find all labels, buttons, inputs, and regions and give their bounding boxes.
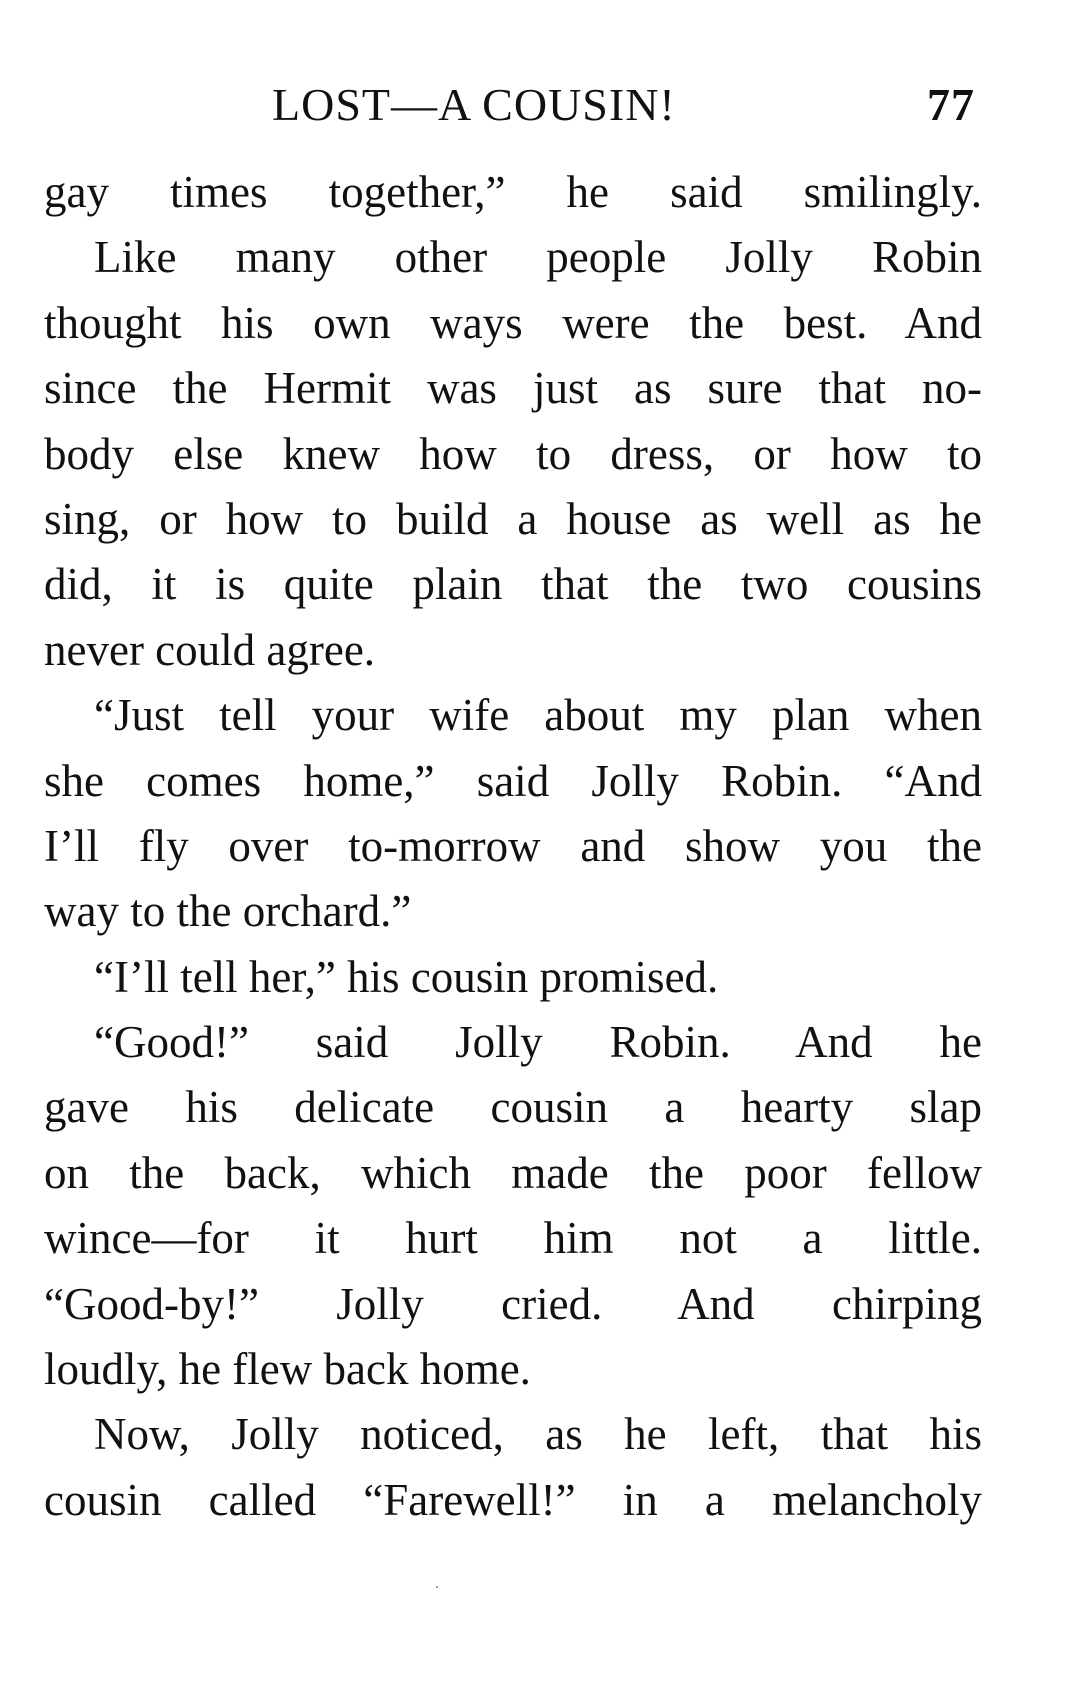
text-line: body else knew how to dress, or how to (44, 428, 982, 479)
body-text (44, 160, 982, 1533)
text-line: did, it is quite plain that the two cousins (44, 559, 982, 610)
text-line: she comes home,” said Jolly Robin. “And (44, 755, 982, 806)
text-line: Like many other people Jolly Robin (94, 232, 982, 283)
text-line: since the Hermit was just as sure that no- (44, 363, 982, 414)
text-line: “Good-by!” Jolly cried. And chirping (44, 1278, 982, 1329)
paper-speck (436, 1586, 438, 1588)
text-line: thought his own ways were the best. And (44, 297, 982, 348)
text-line: cousin called “Farewell!” in a melancholy (44, 1474, 982, 1525)
text-line: “Good!” said Jolly Robin. And he (94, 1017, 982, 1068)
page-number: 77 (927, 79, 975, 130)
text-line: “I’ll tell her,” his cousin promised. (94, 951, 719, 1002)
page-header (0, 78, 1087, 128)
text-line: gay times together,” he said smilingly. (44, 167, 982, 217)
text-line: never could agree. (44, 624, 376, 675)
text-line: gave his delicate cousin a hearty slap (44, 1082, 982, 1133)
running-title: LOST—A COUSIN! (272, 79, 676, 130)
text-line: sing, or how to build a house as well as he (44, 493, 982, 544)
text-line: wince—for it hurt him not a little. (44, 1213, 982, 1264)
text-line: I’ll fly over to-morrow and show you the (44, 820, 982, 871)
text-line: “Just tell your wife about my plan when (94, 690, 982, 741)
text-line: loudly, he flew back home. (44, 1344, 531, 1395)
text-line: way to the orchard.” (44, 886, 412, 937)
text-line: on the back, which made the poor fellow (44, 1147, 982, 1198)
text-line: Now, Jolly noticed, as he left, that his (94, 1409, 982, 1460)
